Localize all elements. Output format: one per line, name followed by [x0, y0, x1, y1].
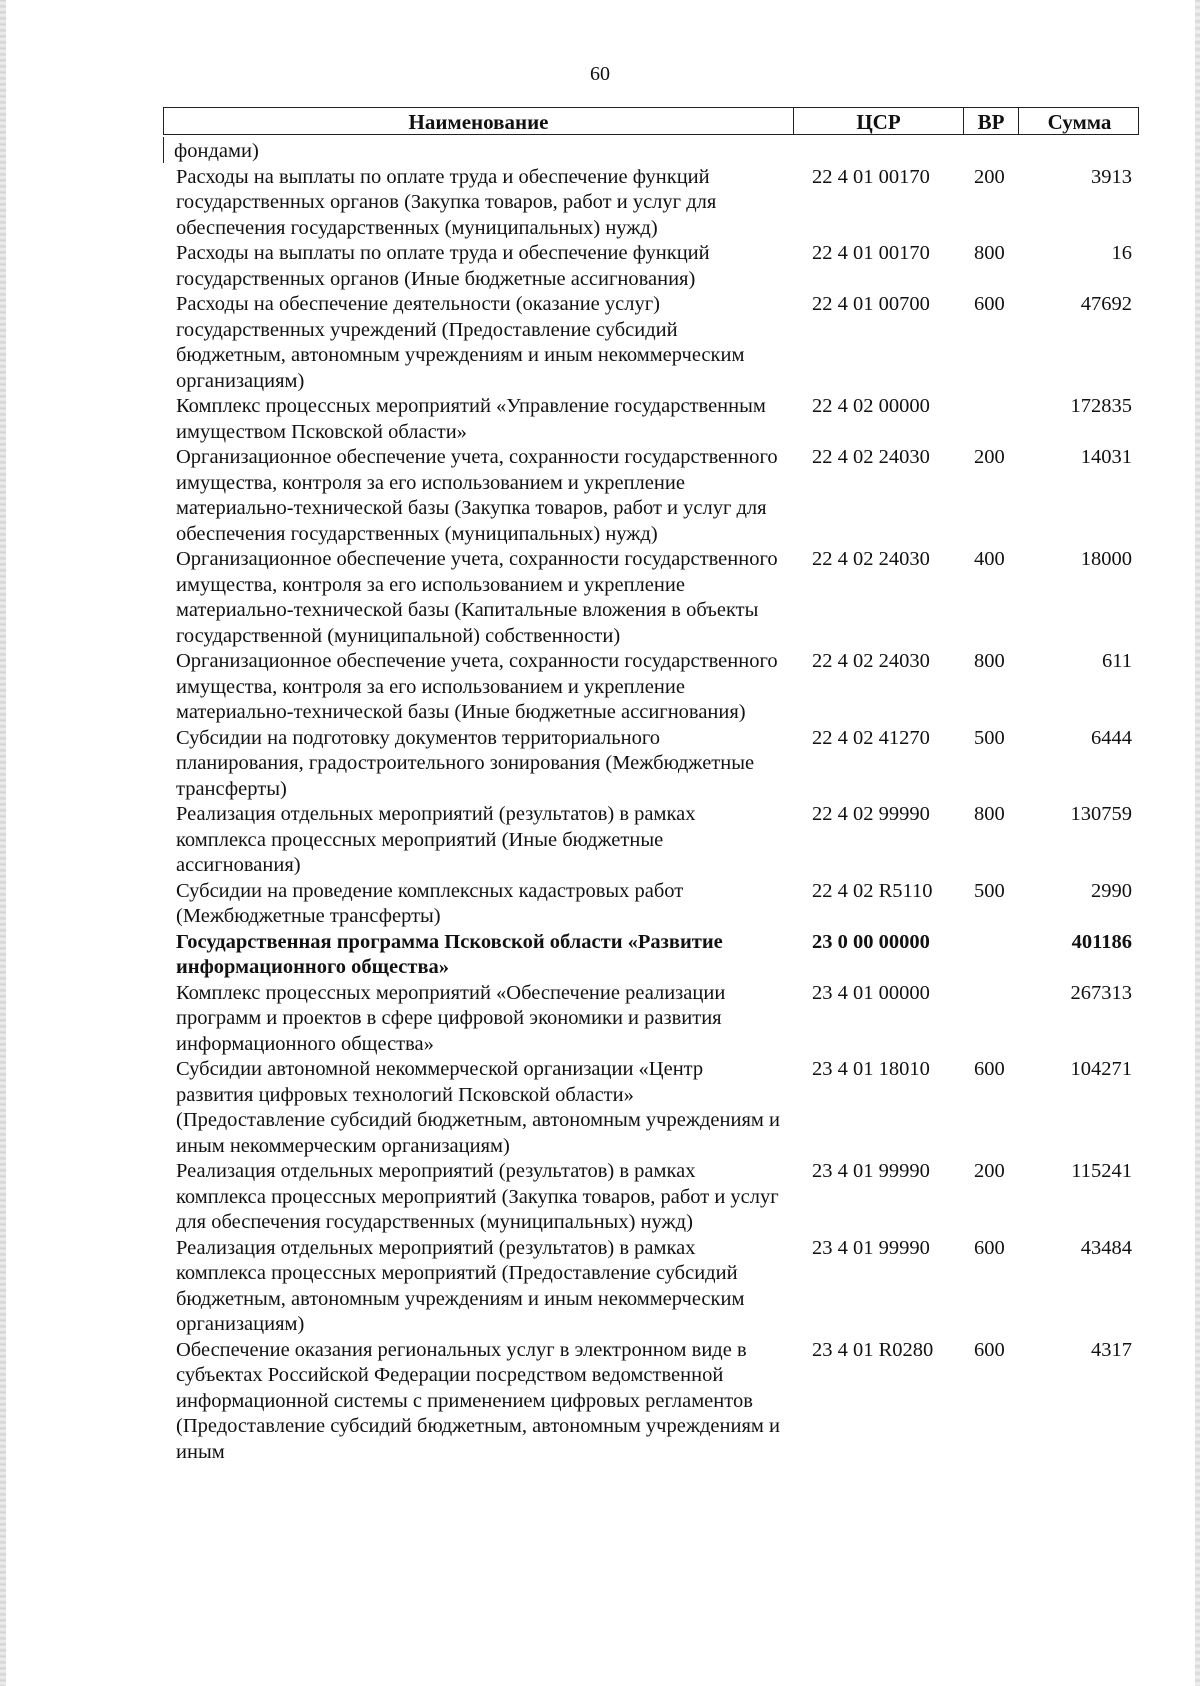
table-row: [176, 165, 1136, 242]
row-name: Реализация отдельных мероприятий (результатов) в рамках комплекса процессных мероприятий (Предоставление субсидий бюджетным, автономным учреждениям и иным некоммерческим организациям): [176, 1236, 745, 1335]
row-sum: 6444: [1091, 726, 1132, 749]
row-name: Реализация отдельных мероприятий (результатов) в рамках комплекса процессных мероприятий (Иные бюджетные ассигнования): [176, 803, 696, 876]
table-row: [176, 1338, 1136, 1466]
row-csr: 23 4 01 99990: [812, 1160, 930, 1182]
table-body: [176, 139, 1136, 1465]
row-name: Организационное обеспечение учета, сохранности государственного имущества, контроля за его использованием и укрепление материально-технической базы (Иные бюджетные ассигнования): [176, 650, 778, 723]
row-sum: 3913: [1091, 165, 1132, 188]
header-vr: ВР: [964, 108, 1019, 134]
row-vr: 600: [974, 1058, 1005, 1080]
table-row: [176, 1236, 1136, 1338]
continuation-text: фондами): [174, 140, 259, 162]
table-row: [176, 547, 1136, 649]
row-sum: 130759: [1070, 803, 1132, 825]
row-sum: 115241: [1071, 1160, 1132, 1182]
row-sum: 43484: [1080, 1236, 1132, 1259]
scan-edge-left: [0, 0, 6, 1686]
row-csr: 23 4 01 18010: [812, 1058, 930, 1080]
row-csr: 23 0 00 00000: [812, 930, 930, 953]
row-csr: 23 4 01 99990: [812, 1236, 930, 1259]
row-sum: 267313: [1070, 981, 1132, 1004]
row-vr: 500: [974, 726, 1005, 749]
row-sum: 4317: [1091, 1338, 1132, 1361]
row-vr: 400: [974, 548, 1005, 570]
table-row: [176, 649, 1136, 726]
header-name: Наименование: [164, 108, 794, 134]
row-csr: 22 4 02 00000: [812, 395, 930, 417]
row-name: Обеспечение оказания региональных услуг в электронном виде в субъектах Российской Федерации посредством ведомственной информационной системы с применением цифровых регламентов (Предоставление субсидий бюджетным, автономным учреждениям и иным: [176, 1338, 780, 1463]
row-sum: 104271: [1070, 1058, 1132, 1080]
row-vr: 800: [974, 803, 1005, 825]
table-header: [163, 107, 1139, 135]
row-vr: 200: [974, 446, 1005, 468]
row-vr: 600: [974, 1338, 1005, 1361]
row-vr: 800: [974, 242, 1005, 264]
row-csr: 22 4 02 24030: [812, 548, 930, 570]
page-number: 60: [590, 63, 610, 85]
row-csr: 22 4 02 99990: [812, 803, 930, 825]
row-vr: 200: [974, 1160, 1005, 1182]
row-vr: 500: [974, 879, 1005, 902]
row-name: Государственная программа Псковской области «Развитие информационного общества»: [176, 930, 723, 978]
row-sum: 172835: [1070, 395, 1132, 417]
row-csr: 22 4 01 00170: [812, 165, 930, 188]
row-name: Субсидии на проведение комплексных кадастровых работ (Межбюджетные трансферты): [176, 879, 684, 927]
scan-edge-right: [1195, 0, 1200, 1686]
table-row: [176, 879, 1136, 930]
row-vr: 800: [974, 650, 1005, 672]
table-row: [176, 726, 1136, 803]
row-name: Субсидии автономной некоммерческой организации «Центр развития цифровых технологий Псковской области» (Предоставление субсидий бюджетным, автономным учреждениям и иным некоммерческим организациям): [176, 1058, 780, 1157]
row-sum: 401186: [1071, 930, 1132, 953]
row-sum: 2990: [1091, 879, 1132, 902]
row-csr: 22 4 02 24030: [812, 650, 930, 672]
row-sum: 47692: [1080, 293, 1132, 315]
table-row: [176, 445, 1136, 547]
row-csr: 22 4 01 00170: [812, 242, 930, 264]
row-name: Субсидии на подготовку документов территориального планирования, градостроительного зонирования (Межбюджетные трансферты): [176, 726, 755, 800]
table-row: [176, 241, 1136, 292]
row-vr: 200: [974, 165, 1005, 188]
row-name: Организационное обеспечение учета, сохранности государственного имущества, контроля за его использованием и укрепление материально-технической базы (Закупка товаров, работ и услуг для обеспечения государственных (муниципальных) нужд): [176, 446, 778, 545]
row-sum: 16: [1111, 242, 1132, 264]
table-row: [176, 1057, 1136, 1159]
row-csr: 22 4 02 R5110: [812, 879, 933, 902]
row-name: Комплекс процессных мероприятий «Обеспечение реализации программ и проектов в сфере цифровой экономики и развития информационного общества»: [176, 981, 726, 1055]
row-sum: 18000: [1080, 548, 1132, 570]
row-name: Расходы на обеспечение деятельности (оказание услуг) государственных учреждений (Предоставление субсидий бюджетным, автономным учреждениям и иным некоммерческим организациям): [176, 293, 745, 392]
row-vr: 600: [974, 1236, 1005, 1259]
table-row: [176, 802, 1136, 879]
row-csr: 22 4 02 24030: [812, 446, 930, 468]
row-sum: 14031: [1080, 446, 1132, 468]
table-row: [176, 930, 1136, 981]
table-row: [176, 394, 1136, 445]
header-sum: Сумма: [1047, 110, 1112, 134]
row-sum: 611: [1102, 650, 1132, 672]
row-name: Расходы на выплаты по оплате труда и обеспечение функций государственных органов (Иные бюджетные ассигнования): [176, 242, 710, 290]
row-container: [176, 165, 1136, 1466]
row-name: Расходы на выплаты по оплате труда и обеспечение функций государственных органов (Закупка товаров, работ и услуг для обеспечения государственных (муниципальных) нужд): [176, 165, 717, 239]
row-name: Комплекс процессных мероприятий «Управление государственным имуществом Псковской области»: [176, 395, 766, 443]
table-row: [176, 292, 1136, 394]
row-vr: 600: [974, 293, 1005, 315]
row-name: Реализация отдельных мероприятий (результатов) в рамках комплекса процессных мероприятий (Закупка товаров, работ и услуг для обеспечения государственных (муниципальных) нужд): [176, 1160, 779, 1233]
row-name: Организационное обеспечение учета, сохранности государственного имущества, контроля за его использованием и укрепление материально-технической базы (Капитальные вложения в объекты государственной (муниципальной) собственности): [176, 548, 778, 647]
table-row: [176, 1159, 1136, 1236]
table-row: [176, 981, 1136, 1058]
row-csr: 23 4 01 00000: [812, 981, 930, 1004]
row-csr: 22 4 01 00700: [812, 293, 930, 315]
row-csr: 23 4 01 R0280: [812, 1338, 934, 1361]
row-csr: 22 4 02 41270: [812, 726, 930, 749]
header-csr: ЦСР: [794, 108, 964, 134]
